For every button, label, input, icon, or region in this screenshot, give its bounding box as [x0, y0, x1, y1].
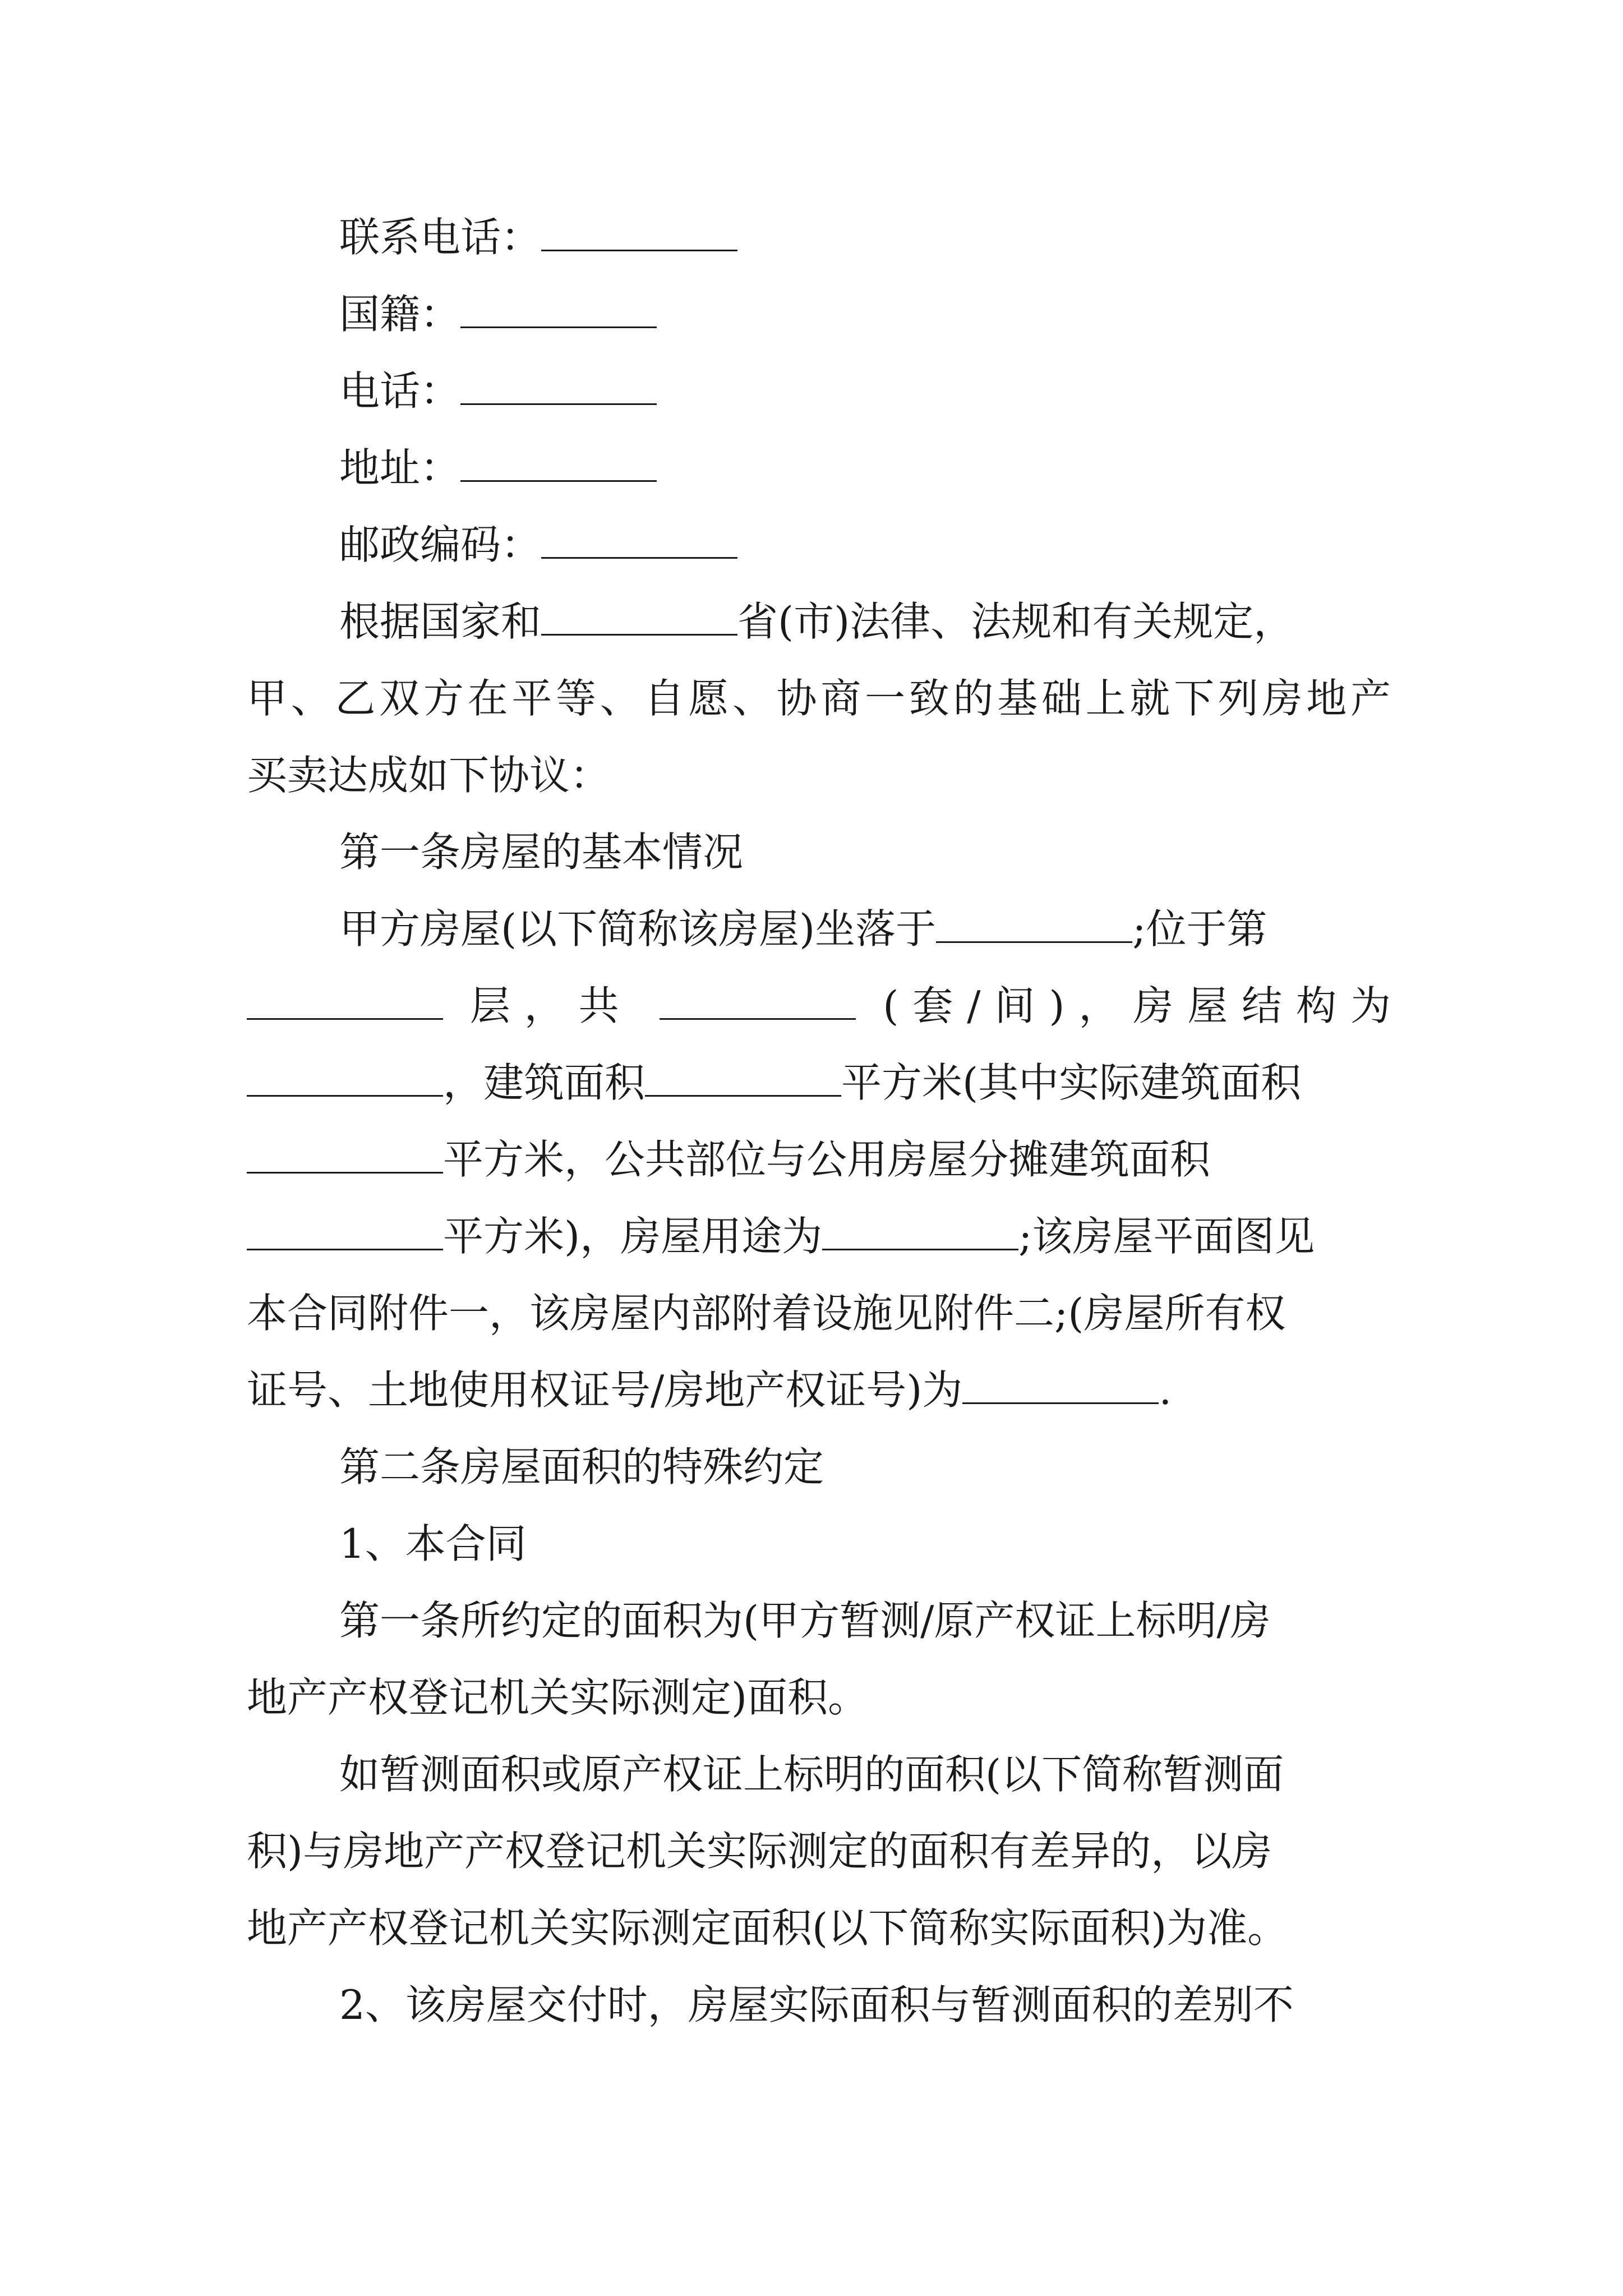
- article2-p2-line-2: 积)与房地产产权登记机关实际测定的面积有差异的，以房: [247, 1828, 1272, 1875]
- article2-p1-line-1: 第一条所约定的面积为(甲方暂测/原产权证上标明/房: [339, 1597, 1271, 1644]
- article1-text: 平方米(其中实际建筑面积: [841, 1059, 1302, 1106]
- article1-text: (套/间)，房屋结构为: [883, 982, 1391, 1029]
- floor-blank[interactable]: [247, 979, 443, 1020]
- article1-text: 甲方房屋(以下简称该房屋)坐落于: [339, 905, 937, 953]
- address-blank[interactable]: [460, 441, 657, 482]
- postcode-line: [339, 508, 1391, 581]
- intro-line-1: [339, 585, 1391, 658]
- actual-area-blank[interactable]: [247, 1133, 443, 1174]
- usage-blank[interactable]: [822, 1209, 1018, 1250]
- province-blank[interactable]: [541, 595, 737, 636]
- postcode-blank[interactable]: [541, 518, 737, 559]
- phone-blank[interactable]: [460, 364, 657, 405]
- phone-line: [339, 355, 1391, 427]
- article1-text: ，建筑面积: [443, 1059, 645, 1106]
- article2-p2-line-1: 如暂测面积或原产权证上标明的面积(以下简称暂测面: [339, 1751, 1284, 1798]
- article2-p2-line-3: 地产产权登记机关实际测定面积(以下简称实际面积)为准。: [247, 1904, 1288, 1952]
- article2-item1-title: 1、本合同: [339, 1520, 527, 1567]
- nationality-line: [339, 278, 1391, 351]
- article1-heading: 第一条房屋的基本情况: [339, 829, 744, 876]
- total-blank[interactable]: [660, 979, 856, 1020]
- article1-text: 平方米，公共部位与公用房屋分摊建筑面积: [443, 1136, 1211, 1183]
- article1-line-7: [247, 1354, 1391, 1427]
- shared-area-blank[interactable]: [247, 1209, 443, 1250]
- intro-line-2: 甲、乙双方在平等、自愿、协商一致的基础上就下列房地产: [247, 675, 1391, 722]
- article1-line-5: [247, 1200, 1391, 1273]
- certificate-blank[interactable]: [962, 1363, 1159, 1404]
- article1-line-3: [247, 1046, 1391, 1119]
- contact-phone-blank[interactable]: [541, 210, 737, 251]
- address-line: [339, 431, 1391, 504]
- article1-line-4: [247, 1123, 1391, 1196]
- article2-heading: 第二条房屋面积的特殊约定: [339, 1443, 824, 1490]
- article2-p1-line-2: 地产产权登记机关实际测定)面积。: [247, 1674, 869, 1721]
- phone-label: 电话：: [339, 367, 461, 415]
- location-blank[interactable]: [936, 902, 1132, 943]
- nationality-blank[interactable]: [460, 287, 657, 328]
- structure-blank[interactable]: [247, 1056, 443, 1097]
- article1-line-6: 本合同附件一，该房屋内部附着设施见附件二;(房屋所有权: [247, 1290, 1286, 1337]
- floor-area-blank[interactable]: [645, 1056, 841, 1097]
- postcode-label: 邮政编码：: [339, 521, 542, 568]
- article1-text: ;该房屋平面图见: [1018, 1213, 1315, 1260]
- article1-text: .: [1159, 1366, 1172, 1414]
- contact-phone-line: [339, 201, 1391, 274]
- article1-line-1: [339, 892, 1391, 965]
- address-label: 地址：: [339, 444, 461, 491]
- nationality-label: 国籍：: [339, 291, 461, 338]
- article1-text: 平方米)，房屋用途为: [443, 1213, 823, 1260]
- article1-text: 证号、土地使用权证号/房地产权证号)为: [247, 1366, 963, 1414]
- article1-text: 层，共: [469, 982, 633, 1029]
- contact-phone-label: 联系电话：: [339, 214, 542, 261]
- intro-line-3: 买卖达成如下协议：: [247, 752, 611, 799]
- article1-text: ;位于第: [1132, 905, 1267, 953]
- article1-line-2: [247, 969, 1391, 1042]
- article2-item2-line-1: 2、该房屋交付时，房屋实际面积与暂测面积的差别不: [339, 1981, 1294, 2028]
- intro-text-a: 根据国家和: [339, 598, 542, 645]
- intro-text-b: 省(市)法律、法规和有关规定，: [737, 598, 1294, 645]
